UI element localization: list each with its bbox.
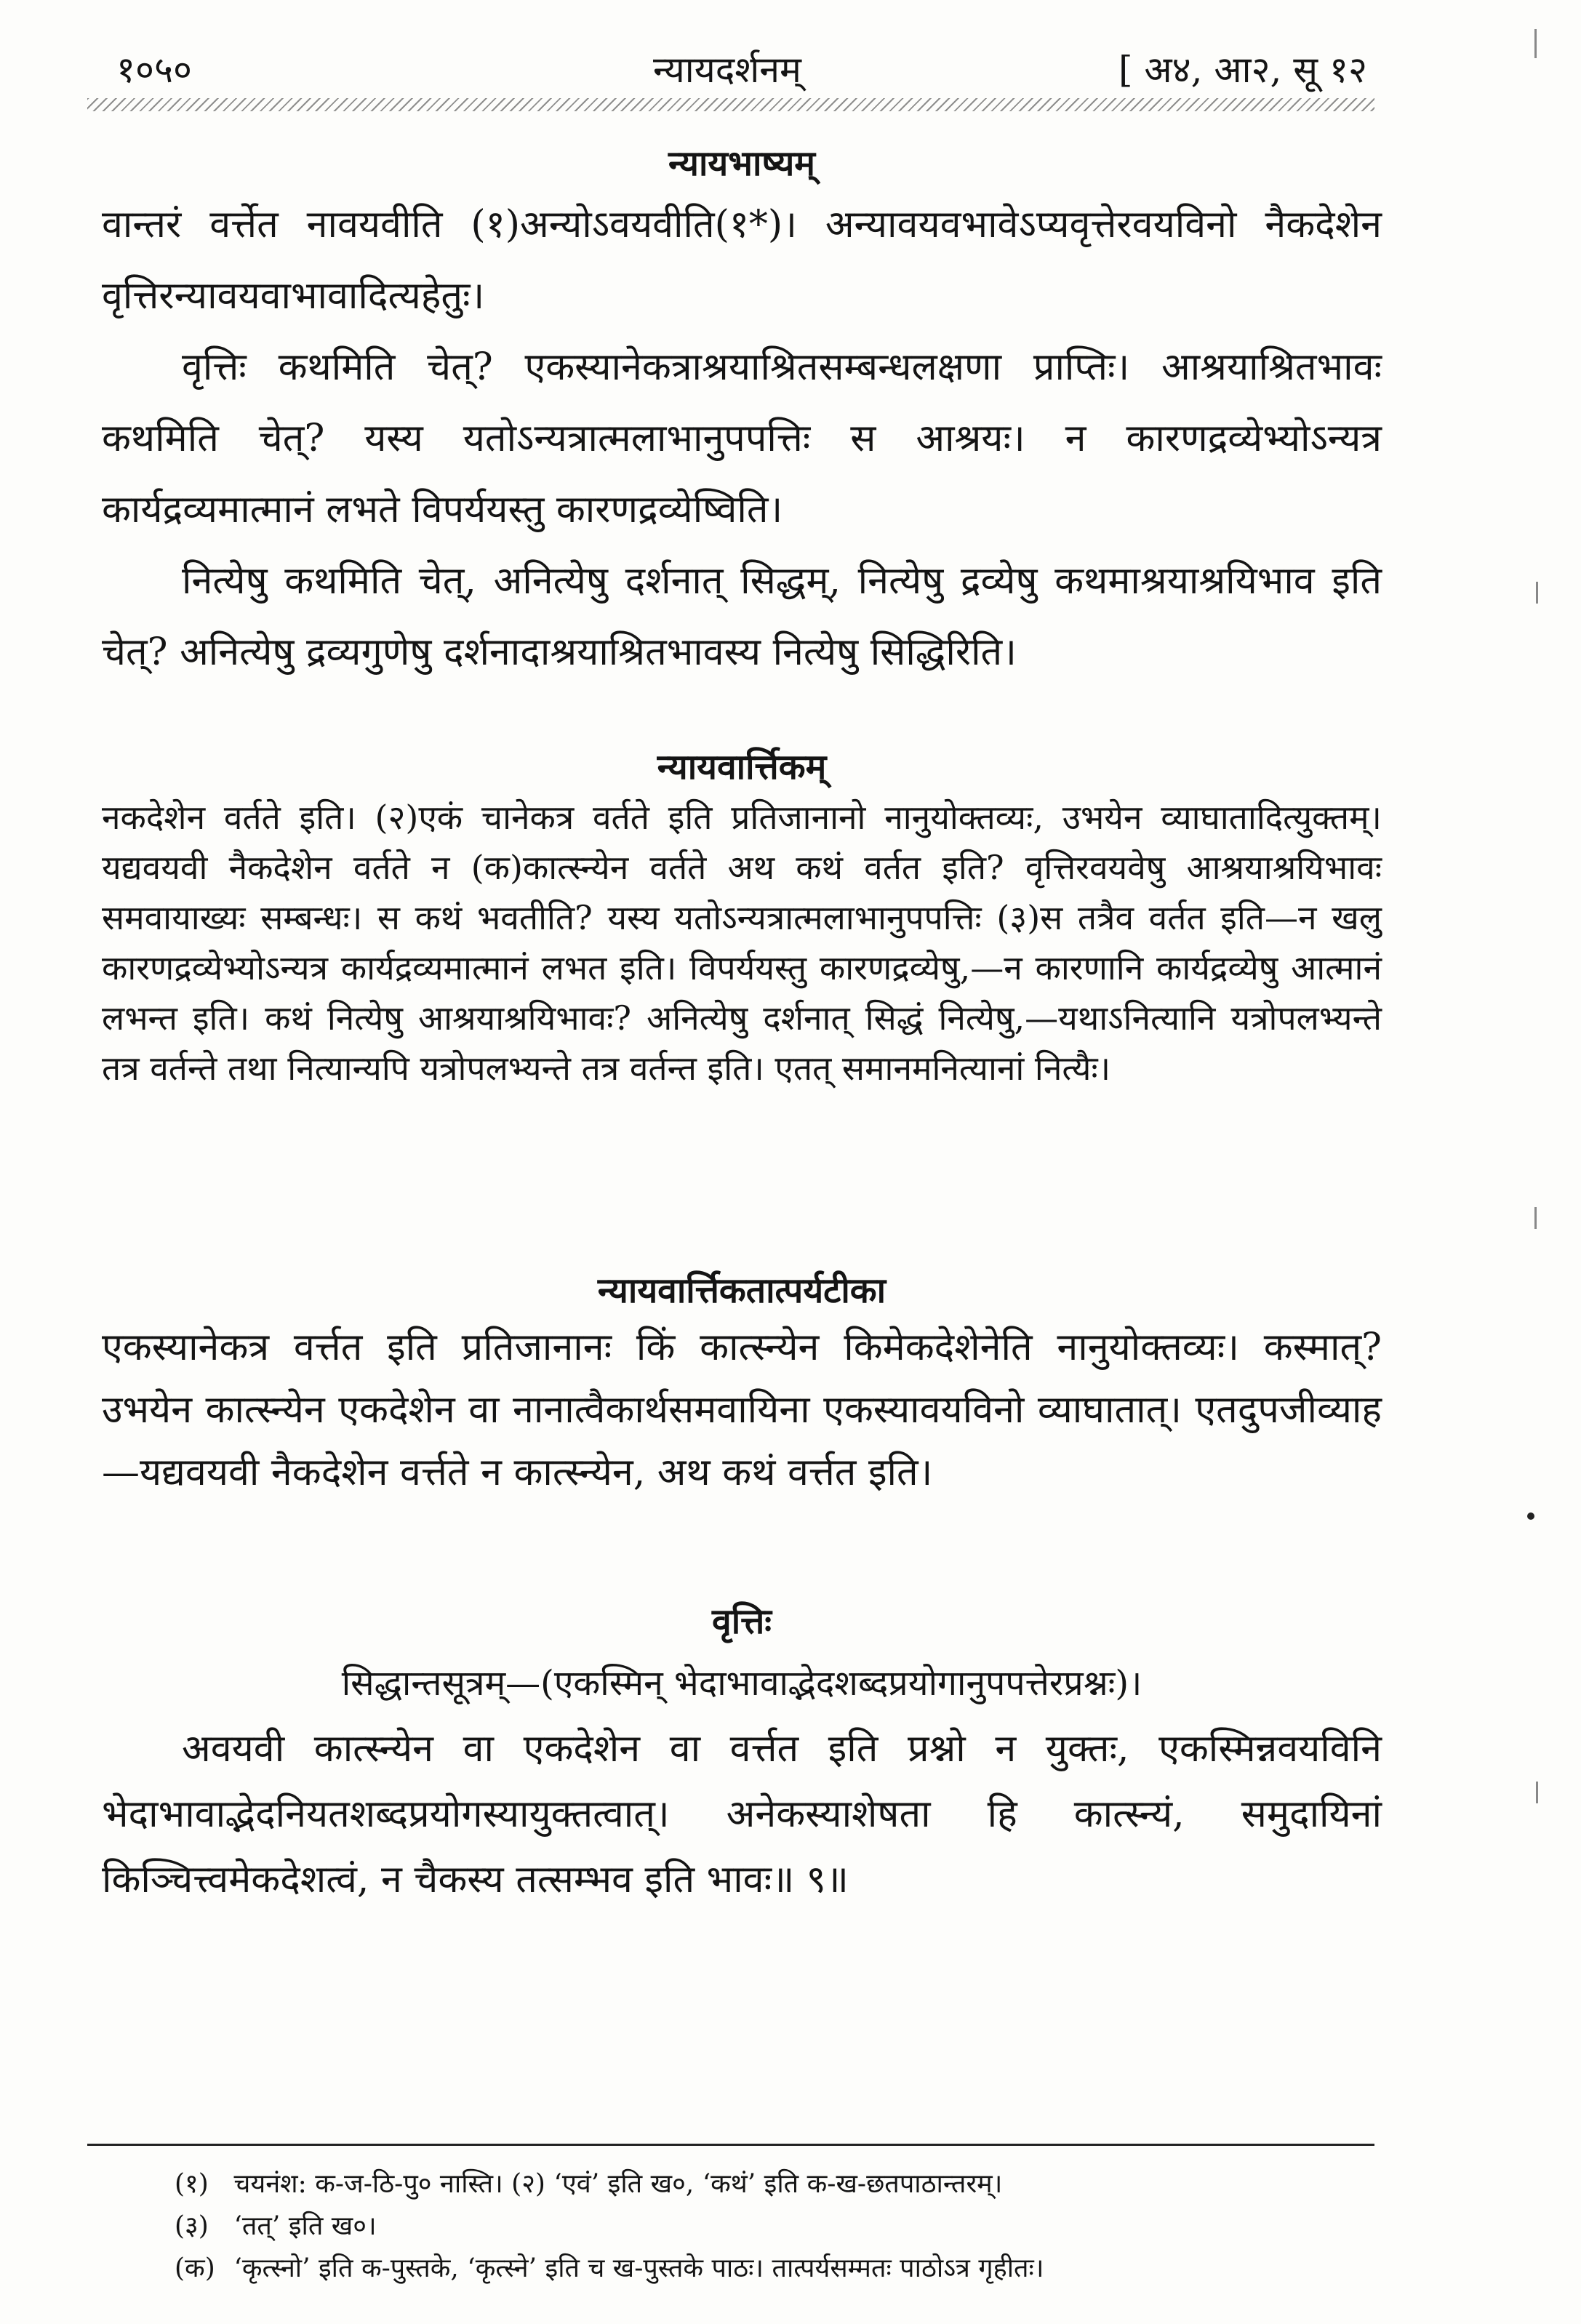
- section-heading: न्यायवार्त्तिकम्: [657, 747, 827, 788]
- running-title: न्यायदर्शनम्: [653, 49, 801, 91]
- footnote-label: (१): [175, 2169, 209, 2199]
- section-heading: न्यायभाष्यम्: [668, 143, 816, 184]
- tatparya-section: [102, 1265, 1382, 1504]
- paragraph: वृत्तिः कथमिति चेत्? एकस्यानेकत्राश्रयाश्रितसम्बन्धलक्षणा प्राप्तिः। आश्रयाश्रितभावः कथमिति चेत्? यस्य यतोऽन्यत्रात्मलाभानुपपत्तिः स आश्रयः। न कारणद्रव्येभ्योऽन्यत्र कार्यद्रव्यमात्मानं लभते विपर्ययस्तु कारणद्रव्येष्विति।: [102, 345, 1382, 532]
- footnote-text: ‘तत्’ इति ख०।: [233, 2211, 377, 2241]
- scan-mark: [1536, 582, 1538, 604]
- section-heading: वृत्तिः: [712, 1601, 772, 1642]
- sutra-line: सिद्धान्तसूत्रम्—(एकस्मिन् भेदाभावाद्भेदशब्दप्रयोगानुपपत्तेरप्रश्नः)।: [341, 1663, 1142, 1704]
- footnote-label: (क): [175, 2253, 215, 2283]
- section-heading: न्यायवार्त्तिकतात्पर्यटीका: [597, 1270, 886, 1311]
- footnote: [175, 2163, 1367, 2205]
- scan-mark: [1534, 29, 1537, 58]
- header-wavy-rule: [87, 98, 1374, 111]
- paragraph: अवयवी कात्स्न्येन वा एकदेशेन वा वर्त्तत इति प्रश्नो न युक्तः, एकस्मिन्नवयविनि भेदाभावाद्भेदनियतशब्दप्रयोगस्यायुक्तत्वात्। अनेकस्याशेषता हि कात्स्न्यं, समुदायिनां किञ्चित्त्वमेकदेशत्वं, न चैकस्य तत्सम्भव इति भावः॥ ९॥: [102, 1727, 1382, 1902]
- footnote-text: चयनंश: क-ज-ठि-पु० नास्ति। (२) ‘एवं’ इति ख०, ‘कथं’ इति क-ख-छतपाठान्तरम्।: [233, 2169, 1003, 2199]
- paragraph: नित्येषु कथमिति चेत्, अनित्येषु दर्शनात् सिद्धम्, नित्येषु द्रव्येषु कथमाश्रयाश्रयिभाव इति चेत्? अनित्येषु द्रव्यगुणेषु दर्शनादाश्रयाश्रितभावस्य नित्येषु सिद्धिरिति।: [102, 559, 1382, 674]
- footnote: [175, 2205, 1367, 2248]
- footnote-rule: [87, 2144, 1374, 2146]
- footnote-text: ‘कृत्स्नो’ इति क-पुस्तके, ‘कृत्स्ने’ इति च ख-पुस्तके पाठः। तात्पर्यसम्मतः पाठोऽत्र गृहीतः।: [233, 2253, 1044, 2283]
- bhashya-section: [102, 138, 1382, 688]
- chapter-reference: [ अ४, आ२, सू १२: [1118, 49, 1367, 91]
- paragraph: एकस्यानेकत्र वर्त्तत इति प्रतिजानानः किं कात्स्न्येन किमेकदेशेनेति नानुयोक्तव्यः। कस्मात्? उभयेन कात्स्न्येन एकदेशेन वा नानात्वैकार्थसमवायिना एकस्यावयविनो व्याघातात्। एतदुपजीव्याह—यद्यवयवी नैकदेशेन वर्त्तते न कात्स्न्येन, अथ कथं वर्त्तत इति।: [102, 1326, 1382, 1494]
- scan-mark: [1534, 1207, 1537, 1229]
- page-number: १०५०: [116, 49, 192, 91]
- scan-dot: [1527, 1512, 1534, 1520]
- page-header: [87, 29, 1367, 109]
- footnote-label: (३): [175, 2211, 209, 2241]
- scan-mark: [1536, 1782, 1538, 1803]
- vritti-section: [102, 1592, 1382, 1912]
- paragraph: वान्तरं वर्त्तेत नावयवीति (१)अन्योऽवयवीति(१*)। अन्यावयवभावेऽप्यवृत्तेरवयविनो नैकदेशेन वृत्तिरन्यावयवाभावादित्यहेतुः।: [102, 203, 1382, 318]
- footnote: [175, 2248, 1367, 2290]
- vartika-section: [102, 742, 1382, 1094]
- paragraph: नकदेशेन वर्तते इति। (२)एकं चानेकत्र वर्तते इति प्रतिजानानो नानुयोक्तव्यः, उभयेन व्याघातादित्युक्तम्। यद्यवयवी नैकदेशेन वर्तते न (क)कात्स्न्येन वर्तते अथ कथं वर्तत इति? वृत्तिरवयवेषु आश्रयाश्रयिभावः समवायाख्यः सम्बन्धः। स कथं भवतीति? यस्य यतोऽन्यत्रात्मलाभानुपपत्तिः (३)स तत्रैव वर्तत इति—न खलु कारणद्रव्येभ्योऽन्यत्र कार्यद्रव्यमात्मानं लभत इति। विपर्ययस्तु कारणद्रव्येषु,—न कारणानि कार्यद्रव्येषु आत्मानं लभन्त इति। कथं नित्येषु आश्रयाश्रयिभावः? अनित्येषु दर्शनात् सिद्धं नित्येषु,—यथाऽनित्यानि यत्रोपलभ्यन्ते तत्र वर्तन्ते तथा नित्यान्यपि यत्रोपलभ्यन्ते तत्र वर्तन्त इति। एतत् समानमनित्यानां नित्यैः।: [102, 798, 1382, 1088]
